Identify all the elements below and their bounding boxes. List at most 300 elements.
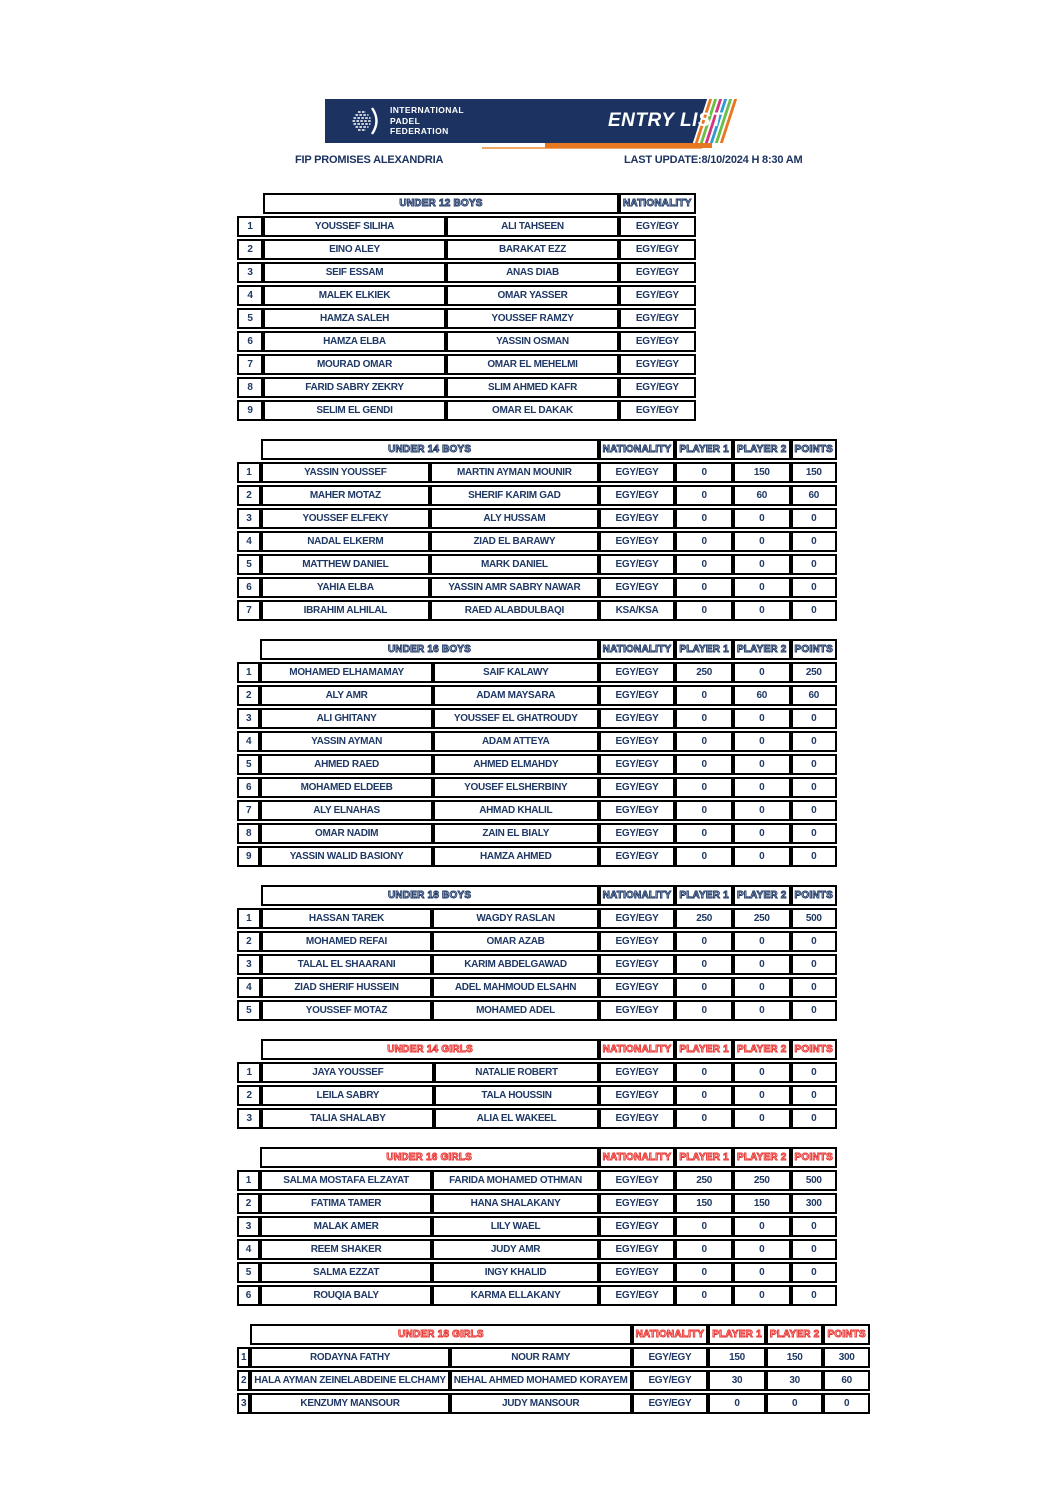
player2-points-cell: 0 (733, 1108, 791, 1129)
nationality-cell: EGY/EGY (632, 1370, 709, 1391)
header-corner-cell (237, 1147, 260, 1168)
row-number-cell: 1 (237, 662, 260, 683)
player2-points-cell: 0 (733, 1062, 791, 1083)
row-number-cell: 3 (237, 508, 261, 529)
player1-points-cell: 0 (675, 1216, 733, 1237)
table-title: UNDER 14 GIRLS (261, 1039, 598, 1060)
player1-name-cell: JAYA YOUSSEF (261, 1062, 434, 1083)
player2-name-cell: RAED ALABDULBAQI (430, 600, 599, 621)
nationality-cell: EGY/EGY (599, 800, 676, 821)
player1-points-cell: 0 (675, 931, 733, 952)
nationality-cell: EGY/EGY (599, 777, 676, 798)
player2-name-cell: MARTIN AYMAN MOUNIR (430, 462, 599, 483)
player2-points-cell: 60 (733, 685, 791, 706)
player1-points-cell: 0 (675, 1062, 733, 1083)
entry-row (237, 1108, 837, 1129)
row-number-cell: 5 (237, 308, 263, 329)
entry-row (237, 508, 837, 529)
nationality-cell: EGY/EGY (599, 462, 676, 483)
player1-header: PLAYER 1 (675, 639, 733, 660)
points-cell: 0 (791, 508, 837, 529)
points-cell: 0 (791, 823, 837, 844)
player2-name-cell: LILY WAEL (432, 1216, 598, 1237)
player1-points-cell: 250 (675, 1170, 733, 1191)
player2-points-cell: 0 (733, 977, 791, 998)
row-number-cell: 5 (237, 1000, 261, 1021)
nationality-cell: EGY/EGY (632, 1347, 709, 1368)
header-corner-cell (237, 885, 261, 906)
player2-name-cell: MOHAMED ADEL (432, 1000, 598, 1021)
player2-points-cell: 0 (733, 1085, 791, 1106)
points-cell: 0 (791, 1239, 837, 1260)
player1-name-cell: AHMED RAED (260, 754, 433, 775)
banner-title: ENTRY LIST (608, 110, 724, 131)
player1-points-cell: 0 (675, 531, 733, 552)
nationality-cell: EGY/EGY (619, 216, 696, 237)
player2-name-cell: NEHAL AHMED MOHAMED KORAYEM (450, 1370, 632, 1391)
nationality-cell: EGY/EGY (599, 1085, 676, 1106)
nationality-header: NATIONALITY (599, 885, 676, 906)
entry-row (237, 577, 837, 598)
entry-row (237, 531, 837, 552)
player1-name-cell: SALMA EZZAT (260, 1262, 433, 1283)
nationality-cell: EGY/EGY (599, 531, 676, 552)
player2-name-cell: MARK DANIEL (430, 554, 599, 575)
row-number-cell: 7 (237, 800, 260, 821)
points-cell: 0 (791, 777, 837, 798)
entry-row (237, 908, 837, 929)
player2-points-cell: 0 (733, 1262, 791, 1283)
nationality-cell: EGY/EGY (599, 908, 676, 929)
nationality-cell: EGY/EGY (599, 823, 676, 844)
player1-name-cell: HAMZA SALEH (263, 308, 446, 329)
player1-name-cell: TALIA SHALABY (261, 1108, 434, 1129)
player1-points-cell: 0 (675, 600, 733, 621)
event-name: FIP PROMISES ALEXANDRIA (295, 154, 444, 166)
nationality-cell: EGY/EGY (619, 262, 696, 283)
player1-points-cell: 0 (675, 1239, 733, 1260)
nationality-cell: EGY/EGY (619, 331, 696, 352)
entry-row (237, 777, 837, 798)
row-number-cell: 1 (237, 908, 261, 929)
player2-points-cell: 0 (733, 531, 791, 552)
nationality-cell: EGY/EGY (599, 1170, 676, 1191)
entry-row (237, 554, 837, 575)
row-number-cell: 5 (237, 554, 261, 575)
player1-points-cell: 150 (708, 1347, 766, 1368)
header-corner-cell (237, 1039, 261, 1060)
player2-points-cell: 250 (733, 1170, 791, 1191)
nationality-cell: EGY/EGY (599, 1062, 676, 1083)
row-number-cell: 3 (237, 708, 260, 729)
player2-header: PLAYER 2 (733, 1147, 791, 1168)
player1-name-cell: EINO ALEY (263, 239, 446, 260)
player2-name-cell: WAGDY RASLAN (432, 908, 598, 929)
player1-points-cell: 0 (675, 1000, 733, 1021)
row-number-cell: 1 (237, 216, 263, 237)
row-number-cell: 6 (237, 1285, 260, 1306)
player1-name-cell: HASSAN TAREK (261, 908, 433, 929)
row-number-cell: 2 (237, 931, 261, 952)
row-number-cell: 6 (237, 331, 263, 352)
nationality-cell: EGY/EGY (599, 1285, 676, 1306)
player2-name-cell: HAMZA AHMED (433, 846, 599, 867)
row-number-cell: 2 (237, 1085, 261, 1106)
row-number-cell: 4 (237, 731, 260, 752)
nationality-cell: EGY/EGY (599, 554, 676, 575)
player1-name-cell: ROUQIA BALY (260, 1285, 433, 1306)
player2-name-cell: ADEL MAHMOUD ELSAHN (432, 977, 598, 998)
player1-name-cell: SALMA MOSTAFA ELZAYAT (260, 1170, 433, 1191)
player1-points-cell: 150 (675, 1193, 733, 1214)
points-cell: 60 (823, 1370, 869, 1391)
player1-points-cell: 0 (675, 1085, 733, 1106)
player1-name-cell: REEM SHAKER (260, 1239, 433, 1260)
points-cell: 500 (791, 908, 837, 929)
row-number-cell: 1 (237, 1170, 260, 1191)
player2-points-cell: 0 (733, 931, 791, 952)
points-cell: 0 (791, 1085, 837, 1106)
nationality-cell: EGY/EGY (599, 662, 676, 683)
entry-row (237, 216, 696, 237)
row-number-cell: 4 (237, 977, 261, 998)
logo-line-1: INTERNATIONAL (390, 105, 464, 116)
player2-header: PLAYER 2 (766, 1324, 824, 1345)
nationality-cell: EGY/EGY (619, 285, 696, 306)
player2-name-cell: JUDY AMR (432, 1239, 598, 1260)
player1-name-cell: SELIM EL GENDI (263, 400, 446, 421)
entry-row (237, 1393, 870, 1414)
player2-name-cell: YASSIN AMR SABRY NAWAR (430, 577, 599, 598)
banner-underline-thick (545, 143, 712, 148)
table-header-row (237, 439, 837, 460)
nationality-cell: EGY/EGY (632, 1393, 709, 1414)
row-number-cell: 3 (237, 262, 263, 283)
nationality-cell: EGY/EGY (599, 931, 676, 952)
player1-name-cell: MOHAMED REFAI (261, 931, 433, 952)
nationality-cell: EGY/EGY (599, 731, 676, 752)
player1-name-cell: IBRAHIM ALHILAL (261, 600, 430, 621)
player2-name-cell: YOUSSEF EL GHATROUDY (433, 708, 599, 729)
player2-points-cell: 0 (766, 1393, 824, 1414)
player2-name-cell: OMAR AZAB (432, 931, 598, 952)
player2-points-cell: 0 (733, 554, 791, 575)
entry-table (237, 637, 837, 869)
player1-name-cell: MOHAMED ELHAMAMAY (260, 662, 433, 683)
row-number-cell: 4 (237, 285, 263, 306)
player1-points-cell: 30 (708, 1370, 766, 1391)
player1-name-cell: MAHER MOTAZ (261, 485, 430, 506)
entry-table (237, 1322, 870, 1416)
points-cell: 0 (791, 931, 837, 952)
table-header-row (237, 1324, 870, 1345)
row-number-cell: 3 (237, 1108, 261, 1129)
nationality-cell: EGY/EGY (599, 685, 676, 706)
player2-points-cell: 0 (733, 708, 791, 729)
entry-row (237, 462, 837, 483)
player2-points-cell: 0 (733, 754, 791, 775)
points-cell: 0 (791, 954, 837, 975)
entry-row (237, 1085, 837, 1106)
player2-name-cell: NATALIE ROBERT (434, 1062, 598, 1083)
player1-name-cell: ALI GHITANY (260, 708, 433, 729)
points-cell: 0 (791, 1062, 837, 1083)
player1-points-cell: 0 (675, 777, 733, 798)
points-cell: 0 (791, 800, 837, 821)
player1-name-cell: YASSIN WALID BASIONY (260, 846, 433, 867)
player1-header: PLAYER 1 (675, 439, 733, 460)
player1-name-cell: MOURAD OMAR (263, 354, 446, 375)
row-number-cell: 8 (237, 377, 263, 398)
player1-points-cell: 0 (675, 846, 733, 867)
entry-row (237, 1370, 870, 1391)
table-title: UNDER 16 GIRLS (260, 1147, 599, 1168)
nationality-cell: EGY/EGY (599, 954, 676, 975)
player2-points-cell: 0 (733, 1239, 791, 1260)
entry-row (237, 1000, 837, 1021)
player1-points-cell: 0 (675, 1262, 733, 1283)
player2-points-cell: 250 (733, 908, 791, 929)
entry-row (237, 239, 696, 260)
row-number-cell: 4 (237, 531, 261, 552)
points-header: POINTS (791, 639, 837, 660)
player2-name-cell: OMAR EL DAKAK (446, 400, 619, 421)
nationality-cell: EGY/EGY (599, 1216, 676, 1237)
table-title: UNDER 18 BOYS (261, 885, 599, 906)
player1-name-cell: MALEK ELKIEK (263, 285, 446, 306)
player1-name-cell: TALAL EL SHAARANI (261, 954, 433, 975)
points-cell: 0 (791, 754, 837, 775)
nationality-cell: EGY/EGY (619, 377, 696, 398)
player1-header: PLAYER 1 (708, 1324, 766, 1345)
player1-points-cell: 250 (675, 662, 733, 683)
player1-points-cell: 0 (675, 1285, 733, 1306)
points-cell: 0 (823, 1393, 869, 1414)
entry-table (237, 191, 696, 423)
player2-points-cell: 0 (733, 777, 791, 798)
points-cell: 60 (791, 685, 837, 706)
player1-points-cell: 0 (675, 685, 733, 706)
entry-row (237, 800, 837, 821)
entry-row (237, 977, 837, 998)
player2-name-cell: JUDY MANSOUR (450, 1393, 632, 1414)
row-number-cell: 3 (237, 954, 261, 975)
table-title: UNDER 18 GIRLS (250, 1324, 631, 1345)
player2-name-cell: HANA SHALAKANY (432, 1193, 598, 1214)
player1-points-cell: 0 (675, 554, 733, 575)
row-number-cell: 7 (237, 354, 263, 375)
points-cell: 0 (791, 1262, 837, 1283)
entry-row (237, 262, 696, 283)
player1-name-cell: NADAL ELKERM (261, 531, 430, 552)
row-number-cell: 2 (237, 239, 263, 260)
entry-row (237, 1193, 837, 1214)
points-header: POINTS (791, 1039, 837, 1060)
player2-name-cell: SLIM AHMED KAFR (446, 377, 619, 398)
player2-header: PLAYER 2 (733, 885, 791, 906)
table-header-row (237, 885, 837, 906)
logo-line-3: FEDERATION (390, 126, 449, 137)
table-header-row (237, 639, 837, 660)
player2-name-cell: BARAKAT EZZ (446, 239, 619, 260)
nationality-cell: EGY/EGY (599, 846, 676, 867)
nationality-cell: EGY/EGY (619, 354, 696, 375)
player1-header: PLAYER 1 (675, 885, 733, 906)
player1-name-cell: ZIAD SHERIF HUSSEIN (261, 977, 433, 998)
points-cell: 0 (791, 531, 837, 552)
player1-name-cell: ALY ELNAHAS (260, 800, 433, 821)
nationality-cell: EGY/EGY (599, 1239, 676, 1260)
entry-row (237, 662, 837, 683)
player1-name-cell: YOUSSEF ELFEKY (261, 508, 430, 529)
player1-name-cell: YOUSSEF SILIHA (263, 216, 446, 237)
row-number-cell: 1 (237, 1062, 261, 1083)
player1-points-cell: 0 (675, 708, 733, 729)
nationality-header: NATIONALITY (599, 1039, 676, 1060)
player1-points-cell: 0 (708, 1393, 766, 1414)
nationality-cell: EGY/EGY (619, 239, 696, 260)
entry-row (237, 331, 696, 352)
points-header: POINTS (791, 885, 837, 906)
row-number-cell: 4 (237, 1239, 260, 1260)
player2-name-cell: YOUSSEF RAMZY (446, 308, 619, 329)
player2-name-cell: SAIF KALAWY (433, 662, 599, 683)
player2-name-cell: YASSIN OSMAN (446, 331, 619, 352)
player1-points-cell: 0 (675, 1108, 733, 1129)
player2-points-cell: 0 (733, 823, 791, 844)
table-title: UNDER 12 BOYS (263, 193, 619, 214)
player2-points-cell: 150 (766, 1347, 824, 1368)
player1-name-cell: HAMZA ELBA (263, 331, 446, 352)
row-number-cell: 3 (237, 1216, 260, 1237)
points-cell: 300 (823, 1347, 869, 1368)
player1-header: PLAYER 1 (675, 1039, 733, 1060)
player2-name-cell: ALIA EL WAKEEL (434, 1108, 598, 1129)
player2-points-cell: 0 (733, 662, 791, 683)
player1-name-cell: RODAYNA FATHY (250, 1347, 450, 1368)
entry-row (237, 308, 696, 329)
player1-header: PLAYER 1 (675, 1147, 733, 1168)
player1-points-cell: 0 (675, 823, 733, 844)
entry-row (237, 285, 696, 306)
entry-table (237, 1145, 837, 1308)
entry-row (237, 377, 696, 398)
player2-points-cell: 150 (733, 1193, 791, 1214)
player1-name-cell: MOHAMED ELDEEB (260, 777, 433, 798)
nationality-header: NATIONALITY (599, 1147, 676, 1168)
header-corner-cell (237, 439, 261, 460)
entry-row (237, 1216, 837, 1237)
header-corner-cell (237, 639, 260, 660)
player1-name-cell: YASSIN YOUSSEF (261, 462, 430, 483)
player2-name-cell: ZIAD EL BARAWY (430, 531, 599, 552)
points-header: POINTS (791, 439, 837, 460)
entry-row (237, 400, 696, 421)
player2-name-cell: INGY KHALID (432, 1262, 598, 1283)
ipf-globe-icon (349, 104, 383, 138)
row-number-cell: 6 (237, 777, 260, 798)
player2-name-cell: ADAM ATTEYA (433, 731, 599, 752)
player2-name-cell: AHMED ELMAHDY (433, 754, 599, 775)
nationality-cell: EGY/EGY (619, 308, 696, 329)
player1-name-cell: YOUSSEF MOTAZ (261, 1000, 433, 1021)
nationality-cell: EGY/EGY (599, 754, 676, 775)
row-number-cell: 5 (237, 1262, 260, 1283)
player2-name-cell: AHMAD KHALIL (433, 800, 599, 821)
player2-name-cell: ADAM MAYSARA (433, 685, 599, 706)
player1-name-cell: MATTHEW DANIEL (261, 554, 430, 575)
player1-name-cell: ALY AMR (260, 685, 433, 706)
table-header-row (237, 193, 696, 214)
player2-points-cell: 60 (733, 485, 791, 506)
nationality-header: NATIONALITY (632, 1324, 709, 1345)
entry-row (237, 846, 837, 867)
player1-points-cell: 0 (675, 731, 733, 752)
table-header-row (237, 1147, 837, 1168)
nationality-header: NATIONALITY (619, 193, 696, 214)
player1-name-cell: YAHIA ELBA (261, 577, 430, 598)
row-number-cell: 2 (237, 1370, 250, 1391)
nationality-cell: EGY/EGY (619, 400, 696, 421)
header-corner-cell (237, 1324, 250, 1345)
player1-name-cell: OMAR NADIM (260, 823, 433, 844)
points-cell: 300 (791, 1193, 837, 1214)
points-cell: 0 (791, 554, 837, 575)
points-cell: 0 (791, 1000, 837, 1021)
player1-points-cell: 0 (675, 954, 733, 975)
player1-points-cell: 0 (675, 485, 733, 506)
player2-points-cell: 0 (733, 731, 791, 752)
player1-name-cell: YASSIN AYMAN (260, 731, 433, 752)
points-cell: 0 (791, 1108, 837, 1129)
points-header: POINTS (823, 1324, 869, 1345)
player2-name-cell: KARIM ABDELGAWAD (432, 954, 598, 975)
player2-name-cell: YOUSEF ELSHERBINY (433, 777, 599, 798)
points-cell: 0 (791, 600, 837, 621)
points-cell: 0 (791, 1285, 837, 1306)
player2-header: PLAYER 2 (733, 1039, 791, 1060)
row-number-cell: 5 (237, 754, 260, 775)
entry-table (237, 437, 837, 623)
entry-row (237, 931, 837, 952)
nationality-cell: EGY/EGY (599, 977, 676, 998)
row-number-cell: 8 (237, 823, 260, 844)
row-number-cell: 7 (237, 600, 261, 621)
entry-row (237, 1347, 870, 1368)
player1-name-cell: MALAK AMER (260, 1216, 433, 1237)
player2-name-cell: ALY HUSSAM (430, 508, 599, 529)
entry-row (237, 754, 837, 775)
player2-points-cell: 0 (733, 508, 791, 529)
points-cell: 0 (791, 846, 837, 867)
points-cell: 0 (791, 577, 837, 598)
entry-row (237, 823, 837, 844)
table-title: UNDER 14 BOYS (261, 439, 599, 460)
player1-points-cell: 0 (675, 508, 733, 529)
player1-points-cell: 0 (675, 977, 733, 998)
player2-name-cell: NOUR RAMY (450, 1347, 632, 1368)
row-number-cell: 1 (237, 1347, 250, 1368)
points-cell: 0 (791, 731, 837, 752)
tables-container (237, 191, 866, 1430)
header-corner-cell (237, 193, 263, 214)
points-cell: 0 (791, 708, 837, 729)
player2-name-cell: OMAR EL MEHELMI (446, 354, 619, 375)
table-title: UNDER 16 BOYS (260, 639, 598, 660)
player2-name-cell: SHERIF KARIM GAD (430, 485, 599, 506)
player1-name-cell: HALA AYMAN ZEINELABDEINE ELCHAMY (250, 1370, 450, 1391)
player2-name-cell: OMAR YASSER (446, 285, 619, 306)
